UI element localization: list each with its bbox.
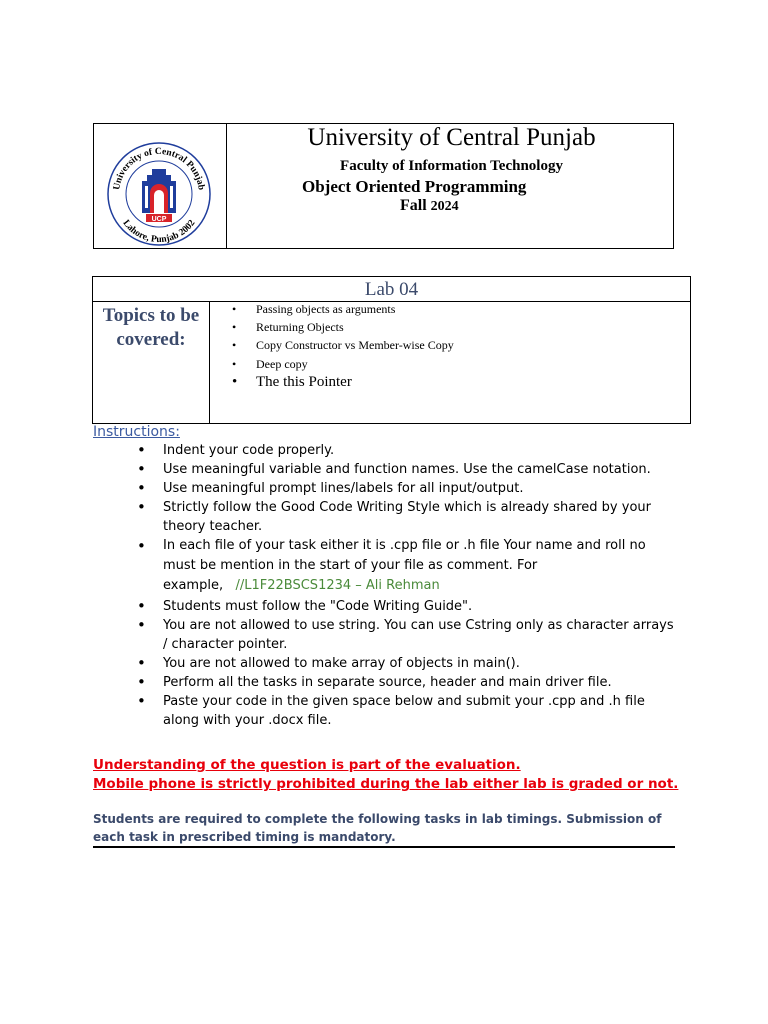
instructions-list xyxy=(134,441,674,730)
topic-item: • Deep copy xyxy=(210,357,690,372)
term-season: Fall xyxy=(400,197,427,214)
instruction-item: • You are not allowed to use string. You can use Cstring only as character arrays / character pointer. xyxy=(134,616,674,654)
lab-title: Lab 04 xyxy=(93,277,690,302)
instruction-item: • You are not allowed to make array of objects in main(). xyxy=(134,654,674,673)
topic-item: • Passing objects as arguments xyxy=(210,302,690,317)
lab-table xyxy=(92,276,691,424)
logo-building-icon xyxy=(142,169,176,213)
divider xyxy=(93,846,675,848)
instruction-item: • Strictly follow the Good Code Writing Style which is already shared by your theory teacher. xyxy=(134,498,674,536)
topics-label: Topics to be covered: xyxy=(93,302,210,423)
instruction-item: • Students must follow the "Code Writing Guide". xyxy=(134,597,674,616)
evaluation-warning: Understanding of the question is part of the evaluation. xyxy=(93,757,521,773)
topic-item: • Returning Objects xyxy=(210,320,690,335)
term xyxy=(400,197,459,215)
header-table xyxy=(93,123,674,249)
topic-item: • The this Pointer xyxy=(210,374,690,391)
course-name: Object Oriented Programming xyxy=(302,177,527,196)
logo-ring-top-text: University of Central Punjab xyxy=(112,146,206,191)
university-name: University of Central Punjab xyxy=(307,124,596,151)
university-logo xyxy=(106,141,212,247)
phone-warning: Mobile phone is strictly prohibited during the lab either lab is graded or not. xyxy=(93,776,679,792)
instruction-item: • Indent your code properly. xyxy=(134,441,674,460)
term-year: 2024 xyxy=(430,199,459,214)
topic-item: • Copy Constructor vs Member-wise Copy xyxy=(210,338,690,353)
example-comment: //L1F22BSCS1234 – Ali Rehman xyxy=(235,578,440,593)
logo-cell xyxy=(94,124,227,248)
instruction-item: • Use meaningful prompt lines/labels for all input/output. xyxy=(134,479,674,498)
instruction-item: • Use meaningful variable and function names. Use the camelCase notation. xyxy=(134,460,674,479)
topics-list xyxy=(210,302,690,391)
instruction-item: • Paste your code in the given space below and submit your .cpp and .h file along with your .docx file. xyxy=(134,692,674,730)
instruction-item xyxy=(134,536,674,596)
instruction-item: • Perform all the tasks in separate source, header and main driver file. xyxy=(134,673,674,692)
instructions-heading: Instructions: xyxy=(93,424,180,440)
logo-badge-text: UCP xyxy=(151,216,167,223)
timing-note: Students are required to complete the following tasks in lab timings. Submission of each task in prescribed timing is mandatory. xyxy=(93,812,662,844)
instruction-item-text: In each file of your task either it is .cpp file or .h file Your name and roll no must be mention in the start of your file as comment. For example, xyxy=(163,538,646,593)
faculty-name: Faculty of Information Technology xyxy=(340,158,563,174)
logo-ring-bottom-text: Lahore, Punjab 2002 xyxy=(120,218,198,246)
